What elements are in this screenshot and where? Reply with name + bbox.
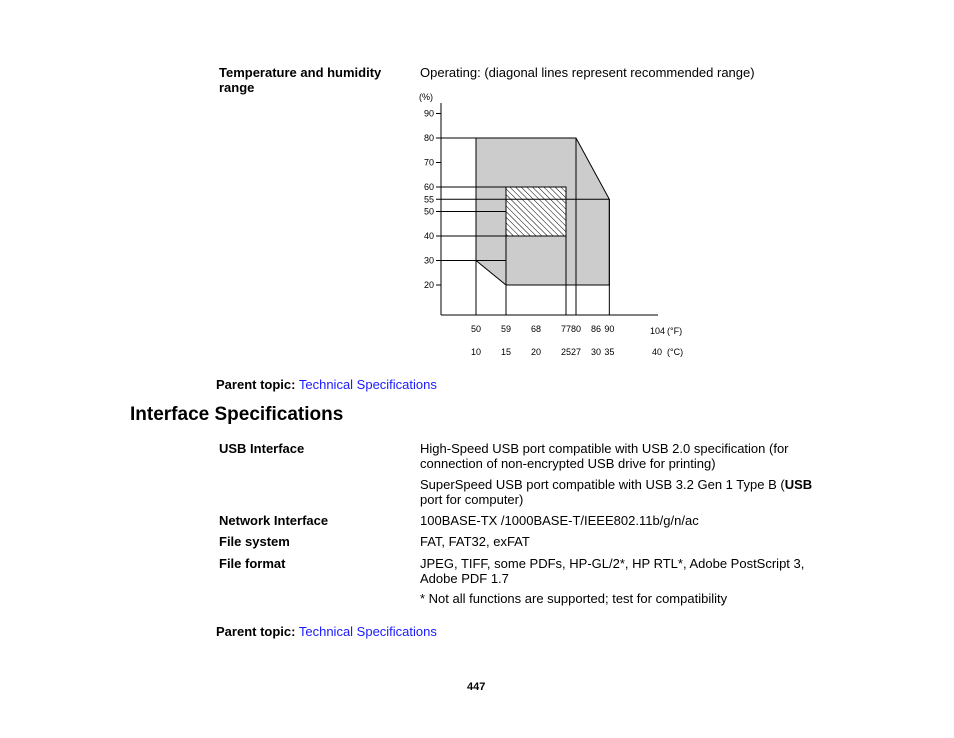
usb-value-part-a: SuperSpeed USB port compatible with USB 3.2 Gen 1 Type B ( — [420, 477, 785, 492]
y-tick-label: 40 — [423, 231, 434, 241]
y-tick-label: 90 — [423, 108, 434, 119]
file-format-note: * Not all functions are supported; test for compatibility — [420, 591, 728, 606]
y-tick-label: 30 — [423, 255, 434, 266]
usb-value-bold: USB — [784, 477, 813, 492]
usb-interface-value-2 — [420, 477, 825, 507]
parent-topic-2 — [216, 624, 437, 639]
section-title: Interface Specifications — [130, 404, 344, 425]
y-tick-label: 70 — [423, 157, 434, 168]
usb-interface-value-1: High-Speed USB port compatible with USB 2.0 specification (for connection of non-encrypted USB drive for printing) — [420, 441, 789, 471]
temp-humidity-chart — [405, 85, 695, 365]
parent-topic-label: Parent topic: — [216, 624, 296, 639]
x-tick-label-f: 77 — [560, 324, 572, 334]
usb-value-part-c: port for computer) — [420, 492, 524, 507]
y-tick-label: 80 — [423, 133, 434, 143]
x-tick-label-c: 15 — [500, 347, 512, 357]
recommended-range-area — [506, 187, 566, 236]
x-tick-label-c: 25 — [560, 347, 572, 357]
y-tick-label: 20 — [423, 280, 434, 290]
x-axis-label-c: (°C) — [667, 347, 684, 357]
x-tick-label-f: 80 — [570, 324, 582, 334]
temp-humidity-description: Operating: (diagonal lines represent recommended range) — [420, 65, 755, 80]
technical-specifications-link[interactable]: Technical Specifications — [298, 624, 437, 639]
temp-humidity-label: Temperature and humidity range — [219, 65, 382, 95]
network-interface-label: Network Interface — [219, 513, 329, 528]
file-system-label: File system — [219, 534, 290, 549]
x-tick-label-c: 27 — [570, 347, 582, 357]
y-axis-label: (%) — [419, 92, 433, 102]
x-tick-label-c: 10 — [470, 347, 482, 357]
x-tick-label-f: 68 — [530, 324, 542, 334]
x-tick-label-c: 30 — [590, 347, 602, 357]
file-format-label: File format — [219, 556, 286, 571]
x-tick-label-f: 104 — [650, 326, 666, 336]
y-tick-label: 60 — [423, 182, 434, 192]
x-tick-label-f: 86 — [590, 324, 602, 334]
technical-specifications-link[interactable]: Technical Specifications — [298, 377, 437, 392]
x-axis-label-f: (°F) — [667, 326, 683, 336]
page-number: 447 — [467, 681, 486, 693]
x-tick-label-f: 59 — [500, 324, 512, 334]
x-tick-label-c: 35 — [604, 347, 615, 357]
x-tick-label-f: 90 — [604, 324, 615, 334]
parent-topic-1 — [216, 377, 437, 392]
y-tick-label: 55 — [423, 194, 434, 205]
x-tick-label-c: 20 — [530, 347, 542, 357]
usb-interface-label: USB Interface — [219, 441, 305, 456]
y-tick-label: 50 — [423, 206, 434, 217]
x-tick-label-c: 40 — [652, 347, 663, 357]
file-format-value: JPEG, TIFF, some PDFs, HP-GL/2*, HP RTL*, Adobe PostScript 3, Adobe PDF 1.7 — [420, 556, 805, 586]
network-interface-value: 100BASE-TX /1000BASE-T/IEEE802.11b/g/n/ac — [420, 513, 699, 528]
file-system-value: FAT, FAT32, exFAT — [420, 534, 530, 549]
parent-topic-label: Parent topic: — [216, 377, 296, 392]
x-tick-label-f: 50 — [470, 324, 482, 334]
